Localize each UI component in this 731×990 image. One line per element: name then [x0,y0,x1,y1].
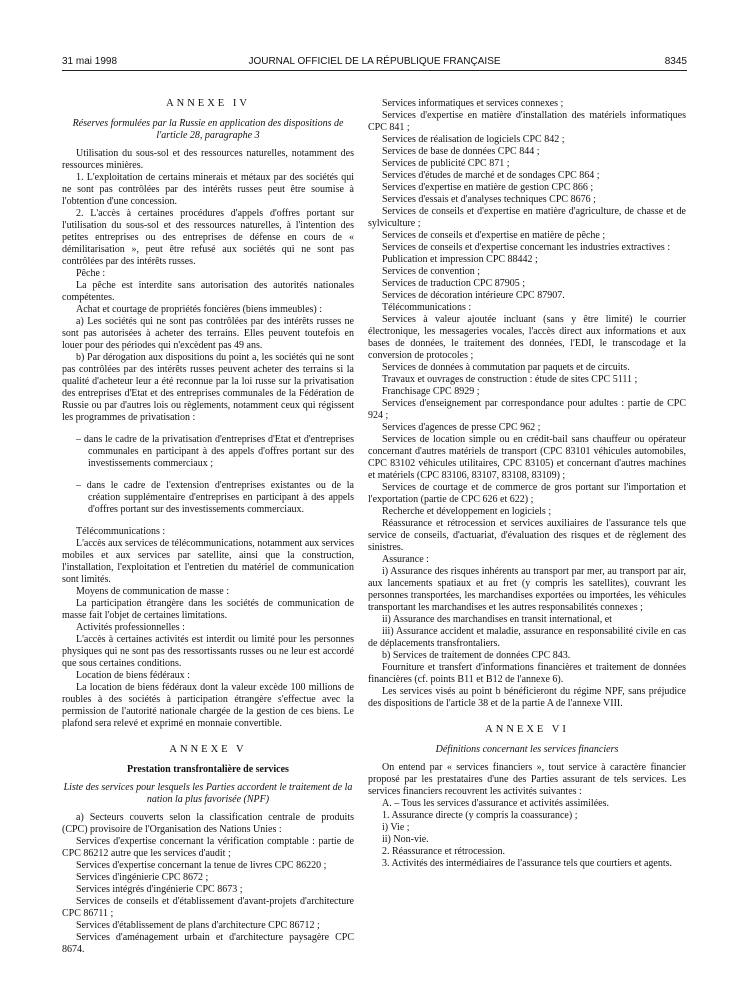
dash-item: – dans le cadre de la privatisation d'entreprises d'Etat et d'entreprises communales en participant à des appels d'offres portant sur des investissements commerciaux ; [76,434,354,469]
paragraph: La participation étrangère dans les sociétés de communication de masse fait l'objet de certaines limitations. [62,598,354,621]
section-heading: Assurance : [382,554,429,565]
paragraph: a) Les sociétés qui ne sont pas contrôlées par des intérêts russes ne sont pas autorisées à acheter des terrains. Elles peuvent toutefois en louer pour des périodes qui n'excèdent pas 49 ans. [62,316,354,351]
paragraph: On entend par « services financiers », tout service à caractère financier proposé par les prestataires d'une des Parties assurant de tels services. Les services financiers recouvrent les activités suivantes : [368,762,686,797]
right-column [368,98,686,870]
list-item: Services d'enseignement par correspondance pour adultes : partie de CPC 924 ; [368,398,686,421]
list-item: Services d'ingénierie CPC 8672 ; [76,872,209,883]
list-item: Franchisage CPC 8929 ; [382,386,480,397]
paragraph: L'accès à certaines activités est interdit ou limité pour les personnes physiques qui ne sont pas des ressortissants russes ou ne leur est accordé que sous certaines conditions. [62,634,354,669]
list-item: Services de données à commutation par paquets et de circuits. [382,362,630,373]
list-item: 3. Activités des intermédiaires de l'assurance tels que courtiers et agents. [382,858,673,869]
list-item: Services d'expertise concernant la vérification comptable : partie de CPC 86212 autre que les services d'audit ; [62,836,354,859]
paragraph: a) Secteurs couverts selon la classification centrale de produits (CPC) provisoire de l'Organisation des Nations Unies : [62,812,354,835]
list-item: Services de conseils et d'expertise en matière d'agriculture, de chasse et de sylviculture ; [368,206,686,229]
annex-iv-subtitle: Réserves formulées par la Russie en application des dispositions de l'article 28, paragraphe 3 [72,118,344,141]
list-item: Services d'établissement de plans d'architecture CPC 86712 ; [76,920,320,931]
section-heading: Location de biens fédéraux : [76,670,190,681]
paragraph: La location de biens fédéraux dont la valeur excède 100 millions de roubles à des sociétés à participation étrangère s'effectue avec la permission de l'autorité nationale chargée de la gestion de ces biens. Le plafond sera relevé et exprimé en monnaie convertible. [62,682,354,729]
list-item: Services d'expertise concernant la tenue de livres CPC 86220 ; [76,860,327,871]
list-item: Services de conseils et d'expertise concernant les industries extractives : [382,242,671,253]
section-heading: Activités professionnelles : [76,622,185,633]
list-item: Services d'expertise en matière de gestion CPC 866 ; [382,182,594,193]
list-item: 1. Assurance directe (y compris la coassurance) ; [382,810,578,821]
list-item: ii) Non-vie. [382,834,429,845]
list-item: Publication et impression CPC 88442 ; [382,254,538,265]
paragraph: L'accès aux services de télécommunications, notamment aux services mobiles et aux services par satellite, ainsi que la construction, l'installation, l'exploitation et l'entretien du matériel de communication sont limités. [62,538,354,585]
annex-v-title: ANNEXE V [169,744,247,755]
section-heading: Moyens de communication de masse : [76,586,230,597]
list-item: Services de convention ; [382,266,481,277]
section-heading: Pêche : [76,268,106,279]
list-item: Services de base de données CPC 844 ; [382,146,540,157]
list-item: Services de courtage et de commerce de gros portant sur l'importation et l'exportation (partie de CPC 626 et 622) ; [368,482,686,505]
dash-item: – dans le cadre de l'extension d'entreprises existantes ou de la création supplémentaire d'entreprises en participant à des appels d'offres portant sur des investissements commerciaux. [76,480,354,515]
header-page-number: 8345 [664,56,687,67]
paragraph: Fourniture et transfert d'informations financières et traitement de données financières (cf. points B11 et B12 de l'annexe 6). [368,662,686,685]
annex-vi-title: ANNEXE VI [485,724,569,735]
list-item: Services d'études de marché et de sondages CPC 864 ; [382,170,600,181]
list-item: iii) Assurance accident et maladie, assurance en responsabilité civile en cas de déplacements transfrontaliers. [368,626,686,649]
header-rule [62,70,687,71]
section-heading: Achat et courtage de propriétés foncières (biens immeubles) : [76,304,323,315]
list-item: A. – Tous les services d'assurance et activités assimilées. [382,798,609,809]
left-column [62,98,354,956]
paragraph: Utilisation du sous-sol et des ressources naturelles, notamment des ressources minières. [62,148,354,171]
section-heading: Télécommunications : [76,526,166,537]
list-item: Recherche et développement en logiciels ; [382,506,552,517]
list-item: Services d'expertise en matière d'installation des matériels informatiques CPC 841 ; [368,110,686,133]
list-item: Services de location simple ou en crédit-bail sans chauffeur ou opérateur concernant d'autres matériels de transport (CPC 83101 véhicules automobiles, CPC 83102 véhicules utilitaires, CPC 83105) et concernant d'autres machines et matériels (CPC 83106, 83107, 83108, 83109) ; [368,434,686,481]
list-item: Services de conseils et d'établissement d'avant-projets d'architecture CPC 86711 ; [62,896,354,919]
list-item: Réassurance et rétrocession et services auxiliaires de l'assurance tels que service de conseils, d'actuariat, d'évaluation des risques et de règlement des sinistres. [368,518,686,553]
list-item: Services de traduction CPC 87905 ; [382,278,526,289]
annex-v-heading: Prestation transfrontalière de services [127,764,289,775]
paragraph: 1. L'exploitation de certains minerais et métaux par des sociétés qui ne sont pas contrôlées par des intérêts russes peut être soumise à l'obtention d'une concession. [62,172,354,207]
list-item: i) Assurance des risques inhérents au transport par mer, au transport par air, aux lancements spatiaux et au fret (y compris les satellites), couvrant les personnes transportées, les marchandises exportées ou importées, les véhicules transportant les marchandises et les autres responsabilités connexes ; [368,566,686,613]
list-item: Services d'essais et d'analyses techniques CPC 8676 ; [382,194,596,205]
section-heading: Télécommunications : [382,302,472,313]
list-item: Travaux et ouvrages de construction : étude de sites CPC 5111 ; [382,374,638,385]
paragraph: 2. L'accès à certaines procédures d'appels d'offres portant sur l'utilisation du sous-sol et des ressources naturelles, à l'intention des petites entreprises ou des entreprises de défense en cours de « démilitarisation », peut être refusé aux sociétés qui ne sont pas contrôlées par des intérêts russes. [62,208,354,267]
paragraph: Les services visés au point b bénéficieront du régime NPF, sans préjudice des dispositions de l'article 38 et de la partie A de l'annexe VIII. [368,686,686,709]
header-date: 31 mai 1998 [62,56,118,67]
list-item: Services de réalisation de logiciels CPC 842 ; [382,134,565,145]
list-item: Services d'agences de presse CPC 962 ; [382,422,541,433]
paragraph: La pêche est interdite sans autorisation des autorités nationales compétentes. [62,280,354,303]
list-item: i) Vie ; [382,822,410,833]
running-header [62,56,687,70]
list-item: Services d'aménagement urbain et d'architecture paysagère CPC 8674. [62,932,354,955]
list-item: b) Services de traitement de données CPC 843. [382,650,571,661]
list-item: Services de décoration intérieure CPC 87907. [382,290,565,301]
list-item: ii) Assurance des marchandises en transit international, et [382,614,612,625]
list-item: Services informatiques et services connexes ; [382,98,564,109]
annex-v-subtitle: Liste des services pour lesquels les Parties accordent le traitement de la nation la plus favorisée (NPF) [63,782,353,805]
list-item: Services intégrés d'ingénierie CPC 8673 ; [76,884,243,895]
annex-vi-subtitle: Définitions concernant les services financiers [435,744,619,755]
paragraph: b) Par dérogation aux dispositions du point a, les sociétés qui ne sont pas contrôlées par des intérêts russes peuvent acheter des terrains si la qualité d'acheteur leur a été reconnue par la loi russe sur la privatisation des entreprises d'Etat et des entreprises communales de la Fédération de Russie ou par d'autres lois ou règlements, notamment ceux qui régissent les programmes de privatisation : [62,352,354,423]
list-item: Services de publicité CPC 871 ; [382,158,510,169]
annex-iv-title: ANNEXE IV [166,98,250,109]
list-item: 2. Réassurance et rétrocession. [382,846,506,857]
header-journal-title: JOURNAL OFFICIEL DE LA RÉPUBLIQUE FRANÇAISE [248,56,501,67]
list-item: Services de conseils et d'expertise en matière de pêche ; [382,230,606,241]
list-item: Services à valeur ajoutée incluant (sans y être limité) le courrier électronique, les messageries vocales, l'accès direct aux informations et aux bases de données, le traitement des données, l'EDI, le transcodage et la conversion de protocoles ; [368,314,686,361]
